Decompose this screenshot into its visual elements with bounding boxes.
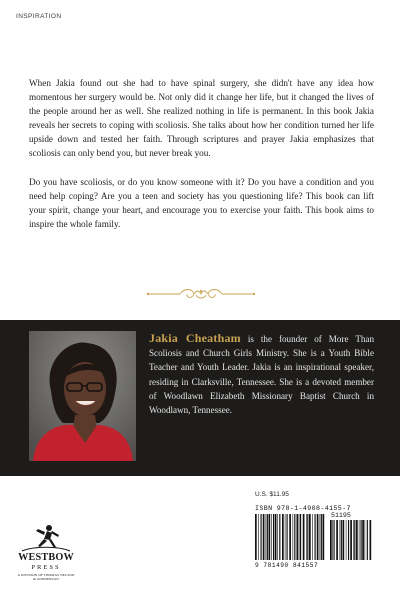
barcode-bar [267,514,268,560]
barcode-bar [269,514,271,560]
publisher-logo [14,524,78,594]
barcode-bar [350,520,352,560]
barcode-bar [255,514,257,560]
blurb-paragraph: When Jakia found out she had to have spinal surgery, she didn't have any idea how momentous her surgery would be. Not only did it change her life, but it changed the lives of the people around her as well. She realized nothing in life is permanent. In this book Jakia reveals her secrets to coping with scoliosis. She talks about how her condition turned her life upside down and tested her faith. Through scriptures and prayer Jakia emphasizes that scoliosis can only bend you, but never break you. [29,78,374,158]
isbn-barcode [255,514,326,560]
barcode-bar [334,520,335,560]
barcode-bar [297,514,299,560]
barcode-bar [367,520,368,560]
barcode-bar [263,514,265,560]
barcode-bar [307,514,308,560]
barcode-bar [340,520,341,560]
barcode-bar [365,520,366,560]
isbn-label: ISBN 978-1-4908-4155-7 [255,505,351,512]
author-name: Jakia Cheatham [149,331,241,345]
barcode-bar [370,520,372,560]
barcode-bar [306,514,307,560]
barcode-bar [341,520,342,560]
author-bio-text: is the founder of More Than Scoliosis and Church Girls Ministry. She is a Youth Bible Teacher and Youth Leader. Jakia is an inspirational speaker, residing in Clarksville, Tennessee. She is a devoted member of Woodlawn Elizabeth Missionary Baptist Church in Woodlawn, Tennessee. [149,334,375,416]
barcode-bar [287,514,288,560]
barcode-bar [275,514,277,560]
barcode-bar [362,520,364,560]
barcode-bar [294,514,295,560]
barcode-bar [315,514,316,560]
barcode-bar [299,514,300,560]
barcode-bar [323,514,325,560]
barcode-bar [353,520,354,560]
barcode-bar [312,514,313,560]
author-photo [29,331,136,461]
barcode-bar [303,514,305,560]
barcode-bar [361,520,362,560]
barcode-bar [258,514,259,560]
publisher-name: WESTBOW [18,552,74,563]
barcode-bar [277,514,278,560]
blurb-paragraph: Do you have scoliosis, or do you know someone with it? Do you have a condition and you need help coping? Are you a teen and society has you questioning life? This book can lift your spirit, change your heart, and encourage you to exercise your faith. This book aims to inspire the whole family. [29,177,374,229]
barcode-bar [348,520,349,560]
publisher-division: A DIVISION OF THOMAS NELSON & ZONDERVAN [17,573,75,581]
barcode-bar [271,514,272,560]
runner-silhouette-icon [14,524,78,552]
price-label: U.S. $11.95 [255,491,289,498]
barcode-bar [354,520,355,560]
barcode-bar [356,520,358,560]
isbn-digits: 9 781490 841557 [255,562,319,569]
barcode-bar [293,514,294,560]
back-cover-blurb [29,76,374,246]
publisher-press: PRESS [31,564,61,571]
barcode-bar [332,520,333,560]
barcode-bar [279,514,280,560]
ornament-divider [146,286,256,302]
barcode-bar [261,514,262,560]
barcode-bar [346,520,347,560]
barcode-bar [336,520,338,560]
price-barcode [330,520,374,560]
barcode-bar [282,514,284,560]
barcode-bar [309,514,311,560]
author-bio [149,331,374,417]
barcode-bar [273,514,274,560]
barcode-bar [359,520,360,560]
barcode-bar [343,520,345,560]
barcode-bar [266,514,267,560]
barcode-bar [300,514,301,560]
category-label: INSPIRATION [16,13,62,20]
barcode-bar [285,514,286,560]
barcode-bar [317,514,319,560]
barcode-bar [321,514,322,560]
barcode-bar [330,520,332,560]
barcode-bar [320,514,321,560]
price-addon-code: 51195 [331,512,351,519]
barcode-bar [289,514,291,560]
